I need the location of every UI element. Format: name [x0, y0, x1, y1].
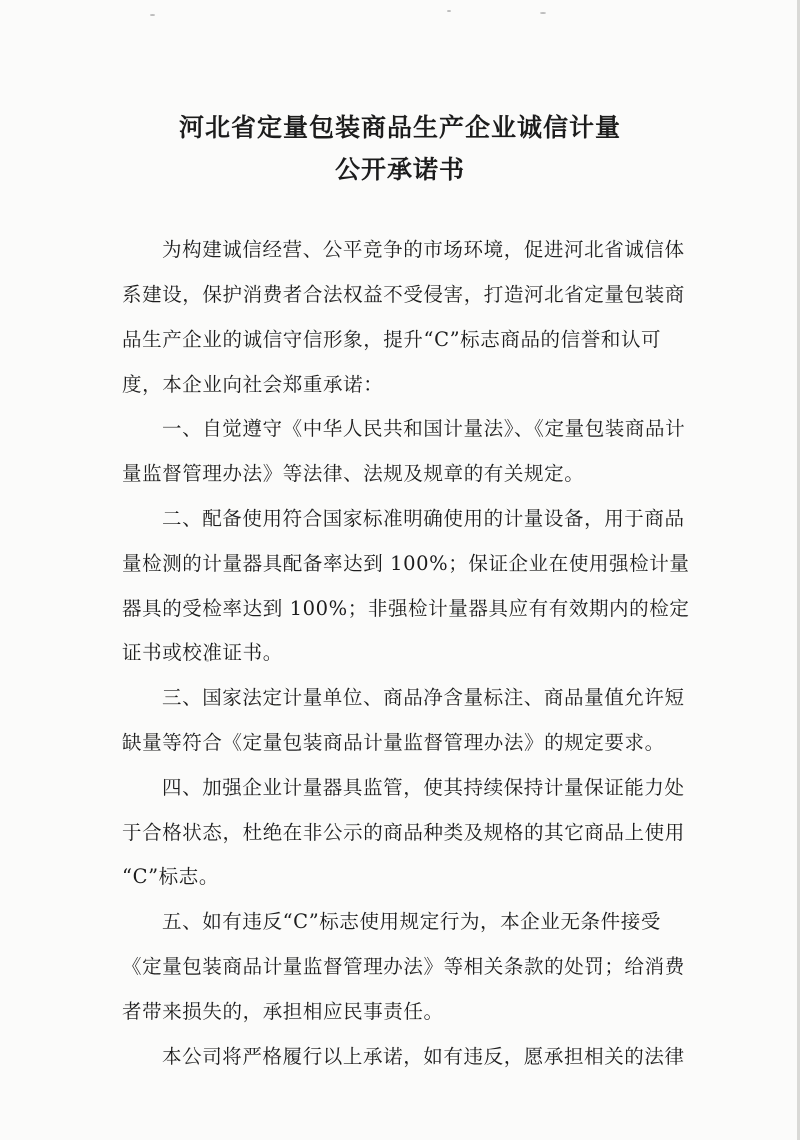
body-line: 系建设，保护消费者合法权益不受侵害，打造河北省定量包装商 [122, 283, 685, 306]
body-line: 二、配备使用符合国家标准明确使用的计量设备，用于商品 [162, 507, 685, 530]
body-line: 三、国家法定计量单位、商品净含量标注、商品量值允许短 [162, 686, 685, 709]
body-line: 证书或校准证书。 [122, 641, 283, 664]
body-line: 一、自觉遵守《中华人民共和国计量法》、《定量包装商品计 [162, 417, 686, 440]
body-line: 于合格状态，杜绝在非公示的商品种类及规格的其它商品上使用 [122, 821, 685, 844]
document-title-line-1: 河北省定量包装商品生产企业诚信计量 [178, 113, 621, 142]
scan-speck [150, 14, 155, 16]
body-line: 缺量等符合《定量包装商品计量监督管理办法》的规定要求。 [122, 731, 665, 754]
body-line: 本公司将严格履行以上承诺，如有违反，愿承担相关的法律 [162, 1045, 685, 1068]
body-line: 者带来损失的，承担相应民事责任。 [122, 1000, 444, 1023]
body-line: 量监督管理办法》等法律、法规及规章的有关规定。 [122, 462, 585, 485]
body-line: 器具的受检率达到 100%；非强检计量器具应有有效期内的检定 [122, 597, 690, 620]
body-line: 度，本企业向社会郑重承诺： [122, 373, 384, 396]
body-line: 五、如有违反“C”标志使用规定行为，本企业无条件接受 [162, 910, 661, 933]
body-line: 四、加强企业计量器具监管，使其持续保持计量保证能力处 [162, 776, 685, 799]
body-line: 量检测的计量器具配备率达到 100%；保证企业在使用强检计量 [122, 552, 690, 575]
body-line: 《定量包装商品计量监督管理办法》等相关条款的处罚；给消费 [122, 955, 685, 978]
document-title-line-2: 公开承诺书 [334, 155, 465, 184]
scan-speck [447, 10, 451, 12]
body-line: 为构建诚信经营、公平竞争的市场环境，促进河北省诚信体 [162, 238, 685, 261]
body-line: “C”标志。 [122, 865, 219, 888]
scan-speck [540, 12, 546, 14]
body-line: 品生产企业的诚信守信形象，提升“C”标志商品的信誉和认可 [122, 328, 662, 351]
